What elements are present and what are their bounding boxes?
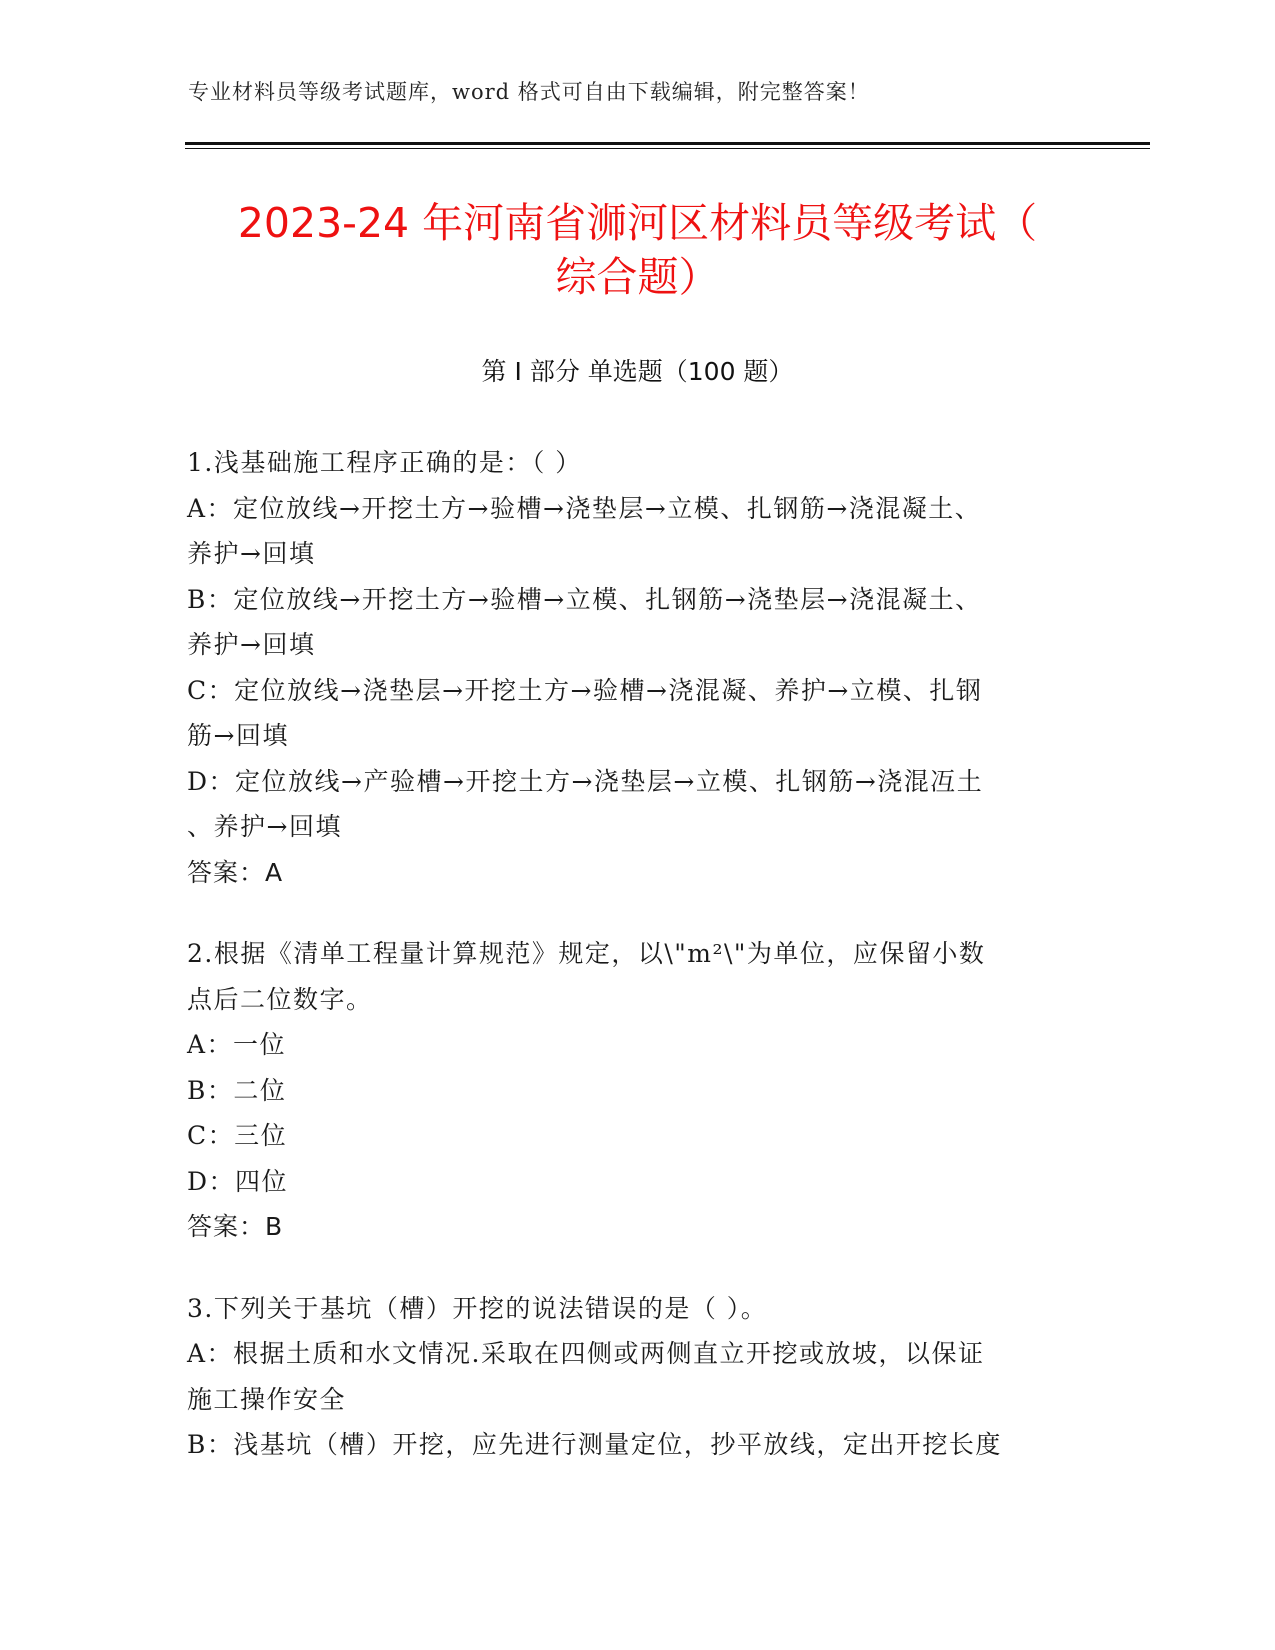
- question-1-option-d-cont: 、养护→回填: [187, 812, 342, 841]
- question-1-option-b: B：定位放线→开挖土方→验槽→立模、扎钢筋→浇垫层→浇混凝土、: [187, 584, 982, 614]
- header-rule-thin: [185, 148, 1150, 149]
- header-note: 专业材料员等级考试题库，word 格式可自由下载编辑，附完整答案！: [188, 80, 870, 104]
- question-1-option-b-cont: 养护→回填: [187, 630, 316, 659]
- question-1-option-c-cont: 筋→回填: [187, 721, 289, 750]
- document-title: [185, 196, 1090, 304]
- question-3-option-b: B：浅基坑（槽）开挖，应先进行测量定位，抄平放线，定出开挖长度: [187, 1430, 1002, 1459]
- question-1-option-a: A：定位放线→开挖土方→验槽→浇垫层→立模、扎钢筋→浇混凝土、: [187, 493, 982, 523]
- question-3: [187, 1286, 1067, 1468]
- question-2-answer: 答案：B: [187, 1212, 284, 1241]
- question-2-option-a: A：一位: [187, 1030, 287, 1059]
- question-1-option-d: D：定位放线→产验槽→开挖土方→浇垫层→立模、扎钢筋→浇混冱土: [187, 766, 984, 796]
- question-3-option-a: A：根据土质和水文情况.采取在四侧或两侧直立开挖或放坡，以保证: [187, 1339, 985, 1368]
- title-line-2: 综合题）: [555, 253, 720, 301]
- question-1-option-c: C：定位放线→浇垫层→开挖土方→验槽→浇混凝、养护→立模、扎钢: [187, 675, 983, 705]
- question-2: [187, 931, 1067, 1250]
- question-1-stem: 1.浅基础施工程序正确的是：（ ）: [187, 448, 582, 477]
- section-title: 第 I 部分 单选题（100 题）: [481, 357, 794, 386]
- question-1: [187, 440, 1067, 895]
- header-rule-thick: [185, 142, 1150, 145]
- question-2-option-b: B：二位: [187, 1075, 287, 1105]
- question-1-option-a-cont: 养护→回填: [187, 539, 316, 568]
- question-2-stem: 2.根据《清单工程量计算规范》规定，以\"m²\"为单位，应保留小数: [187, 939, 986, 968]
- question-1-answer: 答案：A: [187, 857, 284, 887]
- title-line-1: 2023-24 年河南省浉河区材料员等级考试（: [237, 199, 1038, 247]
- question-2-option-c: C：三位: [187, 1121, 288, 1150]
- question-2-stem-cont: 点后二位数字。: [187, 984, 373, 1014]
- question-3-option-a-cont: 施工操作安全: [187, 1384, 347, 1414]
- question-list: [187, 440, 1067, 1468]
- question-2-option-d: D：四位: [187, 1166, 289, 1196]
- question-3-stem: 3.下列关于基坑（槽）开挖的说法错误的是（ ）。: [187, 1293, 768, 1323]
